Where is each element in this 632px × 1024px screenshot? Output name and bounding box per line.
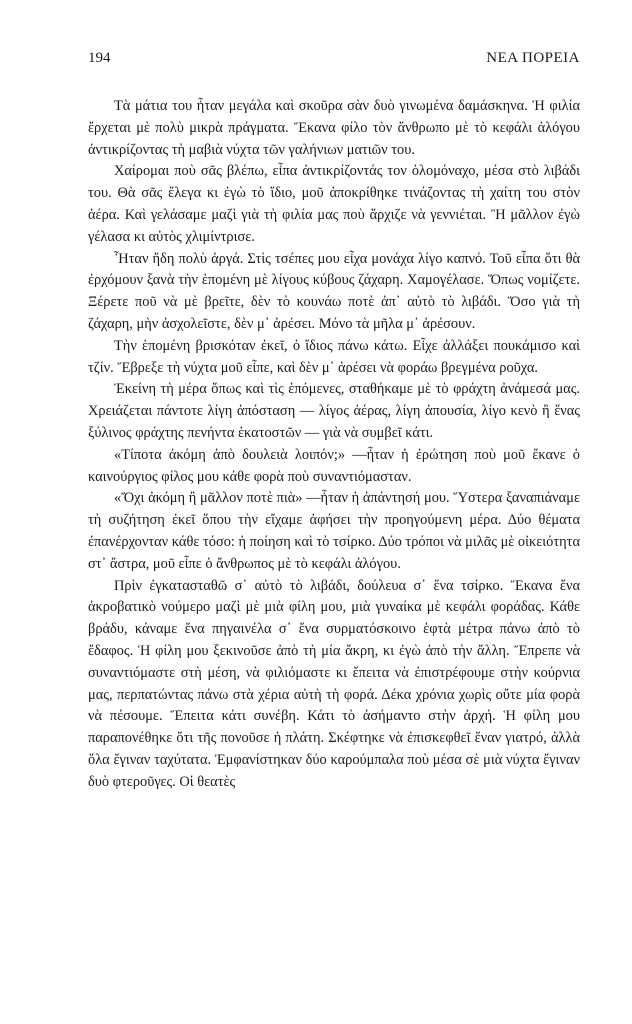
body-text	[88, 96, 580, 794]
paragraph: «Τίποτα ἀκόμη ἀπὸ δουλειὰ λοιπόν;» —ἦταν ἡ ἐρώτηση ποὺ μοῦ ἔκανε ὁ καινούργιος φίλος μου κάθε φορὰ ποὺ συναντιόμασταν.	[88, 446, 580, 485]
page-number: 194	[88, 50, 111, 66]
paragraph: Πρὶν ἐγκατασταθῶ σ᾽ αὐτὸ τὸ λιβάδι, δούλευα σ᾽ ἕνα τσίρκο. Ἔκανα ἕνα ἀκροβατικὸ νούμερο μαζὶ μὲ μιὰ φίλη μου, μιὰ γυναίκα μὲ κεφάλι φοράδας. Κάθε βράδυ, κάναμε ἕνα πηγαινέλα σ᾽ ἕνα συρματόσκοινο ἑφτὰ μέτρα πάνω ἀπὸ τὸ ἔδαφος. Ἡ φίλη μου ξεκινοῦσε ἀπὸ τὴ μία ἄκρη, κι ἐγὼ ἀπὸ τὴν ἄλλη. Ἔπρεπε νὰ συναντιόμαστε στὴ μέση, νὰ φιλιόμαστε κι ἔπειτα νὰ ἐπιστρέφουμε στὴν κούρνια μας, περπατώντας πάνω στὰ χέρια αὐτὴ τὴ φορά. Δέκα χρόνια χωρὶς οὔτε μία φορὰ νὰ πέσουμε. Ἔπειτα κάτι συνέβη. Κάτι τὸ ἀσήμαντο στὴν ἀρχή. Ἡ φίλη μου παραπονέθηκε ὅτι τῆς πονοῦσε ἡ πλάτη. Σκέφτηκε νὰ ἐπισκεφθεῖ ἕναν γιατρό, ἀλλὰ ὅλα ἔγιναν ταχύτατα. Ἐμφανίστηκαν δύο καρούμπαλα ποὺ μέσα σὲ μιὰ νύχτα ἔγιναν δυὸ φτεροῦγες. Οἱ θεατὲς	[88, 577, 580, 790]
paragraph: Ἐκείνη τὴ μέρα ὅπως καὶ τὶς ἑπόμενες, σταθήκαμε μὲ τὸ φράχτη ἀνάμεσά μας. Χρειάζεται πάντοτε λίγη ἀπόσταση — λίγος ἀέρας, λίγη ἀπουσία, λίγο κενὸ ἢ ἕνας ξύλινος φράχτης πενήντα ἑκατοστῶν — γιὰ νὰ συμβεῖ κάτι.	[88, 381, 580, 441]
page-header	[88, 50, 580, 72]
paragraph: «Ὄχι ἀκόμη ἢ μᾶλλον ποτὲ πιὰ» —ἦταν ἡ ἀπάντησή μου. Ὕστερα ξαναπιάναμε τὴ συζήτηση ἐκεῖ ὅπου τὴν εἴχαμε ἀφήσει τὴν προηγούμενη μέρα. Δύο θέματα ἐπανέρχονταν κάθε τόσο: ἡ ποίηση καὶ τὸ τσίρκο. Δύο τρόποι νὰ μιλᾶς μὲ οἰκειότητα στ᾽ ἄστρα, μοῦ εἶπε ὁ ἄνθρωπος μὲ τὸ κεφάλι ἀλόγου.	[88, 490, 580, 572]
paragraph: Τὴν ἑπομένη βρισκόταν ἐκεῖ, ὁ ἴδιος πάνω κάτω. Εἶχε ἀλλάξει πουκάμισο καὶ τζίν. Ἔβρεξε τὴ νύχτα μοῦ εἶπε, καὶ δὲν μ᾽ ἀρέσει νὰ φοράω βρεγμένα ροῦχα.	[88, 337, 580, 376]
running-head: ΝΕΑ ΠΟΡΕΙΑ	[486, 50, 580, 66]
paragraph: Ἦταν ἤδη πολὺ ἀργά. Στὶς τσέπες μου εἶχα μονάχα λίγο καπνό. Τοῦ εἶπα ὅτι θὰ ἐρχόμουν ξανὰ τὴν ἑπομένη μὲ λίγους κύβους ζάχαρη. Χαμογέλασε. Ὅπως νομίζετε. Ξέρετε ποῦ νὰ μὲ βρεῖτε, δὲν τὸ κουνάω ποτὲ ἀπ᾽ αὐτὸ τὸ λιβάδι. Ὅσο γιὰ τὴ ζάχαρη, μὴν ἀσχολεῖστε, δὲν μ᾽ ἀρέσει. Μόνο τὰ μῆλα μ᾽ ἀρέσουν.	[88, 250, 580, 332]
paragraph: Χαίρομαι ποὺ σᾶς βλέπω, εἶπα ἀντικρίζοντάς τον ὁλομόναχο, μέσα στὸ λιβάδι του. Θὰ σᾶς ἔλεγα κι ἐγὼ τὸ ἴδιο, μοῦ ἀποκρίθηκε τινάζοντας τὴ χαίτη του στὸν ἀέρα. Καὶ γελάσαμε μαζὶ γιὰ τὴ φιλία μας ποὺ ἄρχιζε νὰ γεννιέται. Ἢ μᾶλλον ἐγὼ γέλασα κι αὐτὸς χλιμίντρισε.	[88, 163, 580, 245]
paragraph: Τὰ μάτια του ἦταν μεγάλα καὶ σκοῦρα σὰν δυὸ γινωμένα δαμάσκηνα. Ἡ φιλία ἔρχεται μὲ πολὺ μικρὰ πράγματα. Ἔκανα φίλο τὸν ἄνθρωπο μὲ τὸ κεφάλι ἀλόγου ἀντικρίζοντας τὴ μαβιὰ νύχτα τῶν γαλήνιων ματιῶν του.	[88, 98, 580, 158]
